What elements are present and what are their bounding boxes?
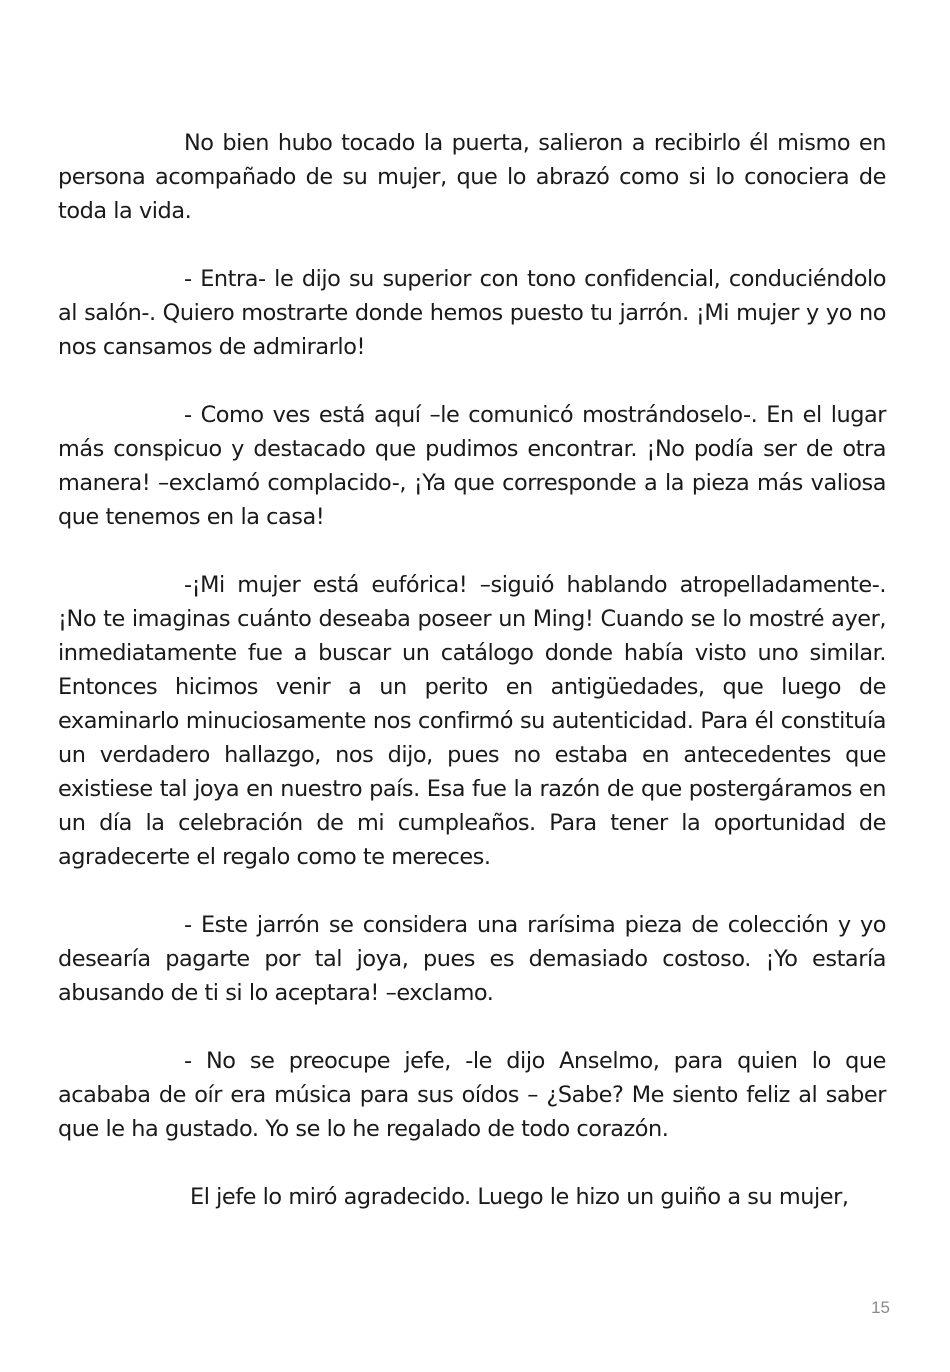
paragraph-4: -¡Mi mujer está eufórica! –siguió hablando atropelladamente-. ¡No te imaginas cuánto deseaba poseer un Ming! Cuando se lo mostré ayer, inmediatamente fue a buscar un catálogo donde había visto uno similar. Entonces hicimos venir a un perito en antigüedades, que luego de examinarlo minuciosamente nos confirmó su autenticidad. Para él constituía un verdadero hallazgo, nos dijo, pues no estaba en antecedentes que existiese tal joya en nuestro país. Esa fue la razón de que postergáramos en un día la celebración de mi cumpleaños. Para tener la oportunidad de agradecerte el regalo como te mereces. — [58, 572, 886, 870]
page-number: 15 — [871, 1298, 890, 1317]
paragraph-7: El jefe lo miró agradecido. Luego le hizo un guiño a su mujer, — [190, 1184, 849, 1210]
paragraph-1: No bien hubo tocado la puerta, salieron a recibirlo él mismo en persona acompañado de su mujer, que lo abrazó como si lo conociera de toda la vida. — [58, 130, 886, 224]
body-text — [58, 126, 886, 1214]
paragraph-6: - No se preocupe jefe, -le dijo Anselmo, para quien lo que acababa de oír era música para sus oídos – ¿Sabe? Me siento feliz al saber que le ha gustado. Yo se lo he regalado de todo corazón. — [58, 1048, 886, 1142]
paragraph-2: - Entra- le dijo su superior con tono confidencial, conduciéndolo al salón-. Quiero mostrarte donde hemos puesto tu jarrón. ¡Mi mujer y yo no nos cansamos de admirarlo! — [58, 266, 886, 360]
paragraph-3: - Como ves está aquí –le comunicó mostrándoselo-. En el lugar más conspicuo y destacado que pudimos encontrar. ¡No podía ser de otra manera! –exclamó complacido-, ¡Ya que corresponde a la pieza más valiosa que tenemos en la casa! — [58, 402, 886, 530]
paragraph-5: - Este jarrón se considera una rarísima pieza de colección y yo desearía pagarte por tal joya, pues es demasiado costoso. ¡Yo estaría abusando de ti si lo aceptara! –exclamo. — [58, 912, 886, 1006]
